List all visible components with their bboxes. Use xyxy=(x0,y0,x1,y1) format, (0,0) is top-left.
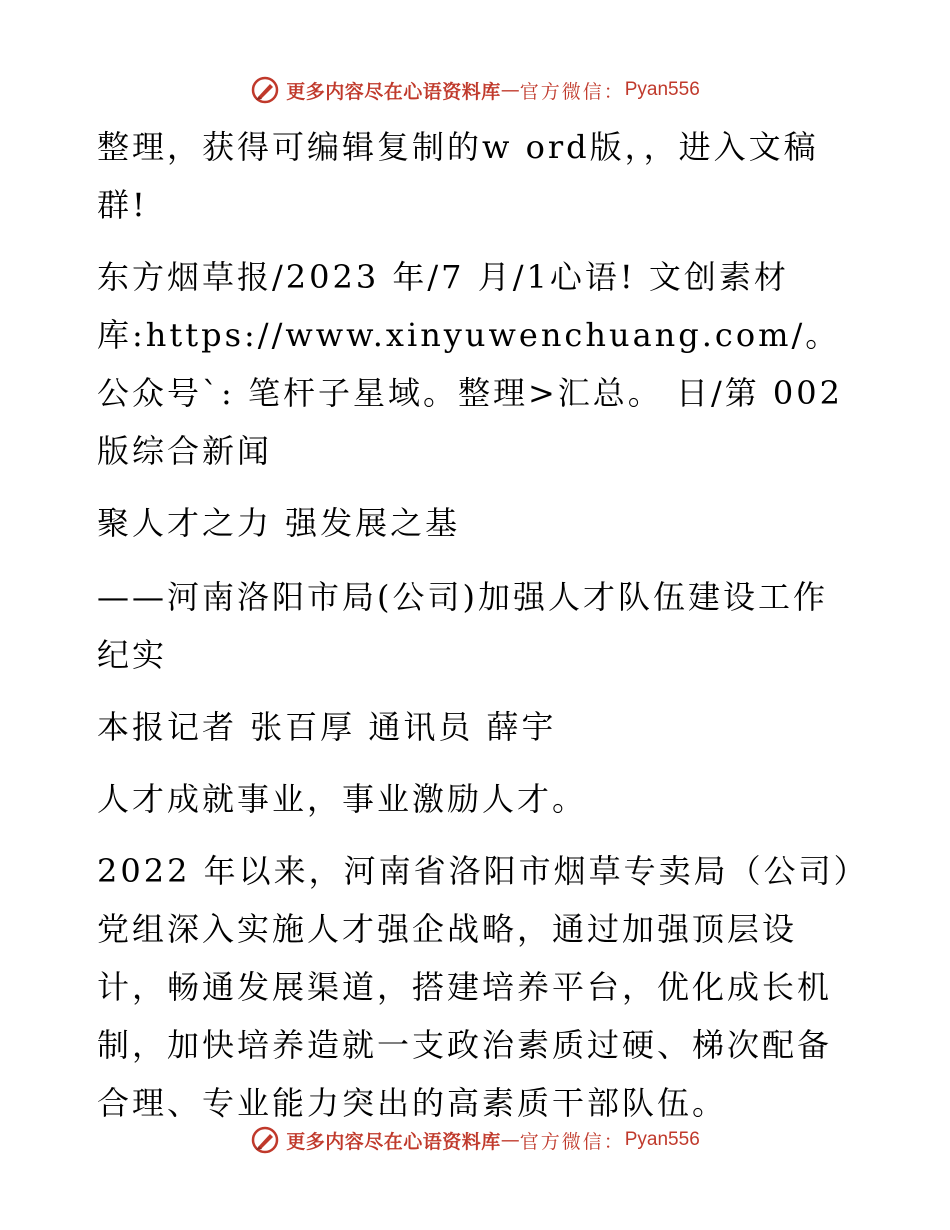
paragraph-lead: 人才成就事业，事业激励人才。 xyxy=(97,780,588,818)
document-body xyxy=(97,118,857,1132)
banner-main-text: 更多内容尽在心语资料库 xyxy=(286,80,501,103)
article-byline: 本报记者 张百厚 通讯员 薛宇 xyxy=(97,708,557,746)
banner-label: 官方微信： xyxy=(519,1130,625,1153)
article-subtitle: ——河南洛阳市局(公司)加强人才队伍建设工作纪实 xyxy=(97,578,828,674)
paragraph-body: 2022 年以来，河南省洛阳市烟草专卖局（公司）党组深入实施人才强企战略，通过加强顶层设计，畅通发展渠道，搭建培养平台，优化成长机制，加快培养造就一支政治素质过硬、梯次配备合理、专业能力突出的高素质干部队伍。 xyxy=(97,852,853,1122)
banner-dash: — xyxy=(500,1129,520,1151)
header-banner xyxy=(0,70,950,110)
article-title: 聚人才之力 强发展之基 xyxy=(97,504,461,542)
paragraph-intro: 整理，获得可编辑复制的w ord版，，进入文稿群! xyxy=(97,128,819,224)
pen-seal-logo-icon xyxy=(250,75,280,105)
banner-label: 官方微信： xyxy=(519,80,625,103)
pen-seal-logo-icon xyxy=(250,1125,280,1155)
footer-banner xyxy=(0,1120,950,1160)
paragraph-source: 东方烟草报/2023 年/7 月/1心语! 文创素材库:https://www.xinyuwenchuang.com/。公众号`: 笔杆子星域。整理>汇总。 日/第 002 版综合新闻 xyxy=(97,258,843,470)
banner-dash: — xyxy=(500,79,520,101)
banner-wechat-id: Pyan556 xyxy=(624,79,700,100)
banner-wechat-id: Pyan556 xyxy=(624,1129,700,1150)
banner-main-text: 更多内容尽在心语资料库 xyxy=(286,1130,501,1153)
